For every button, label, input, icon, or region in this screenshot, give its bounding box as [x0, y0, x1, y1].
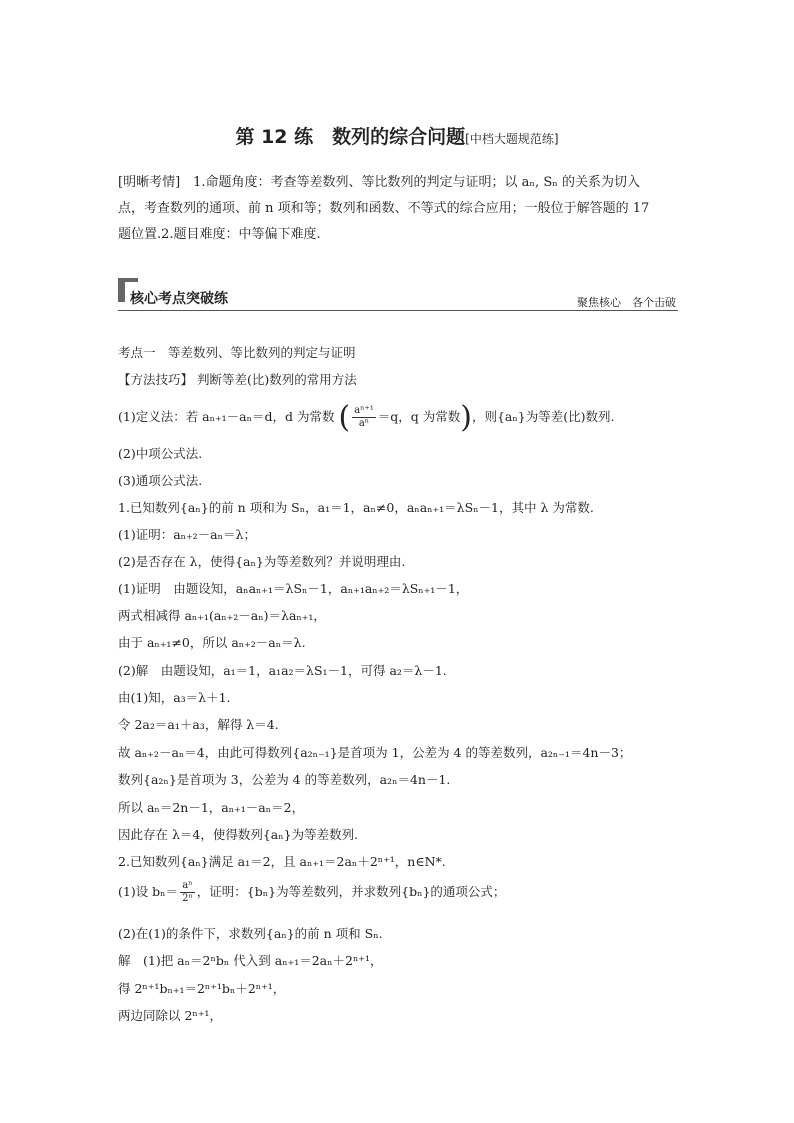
problem-2-part-2: (2)在(1)的条件下，求数列{aₙ}的前 n 项和 Sₙ. [118, 926, 383, 941]
ratio-numerator: aⁿ⁺¹ [354, 405, 374, 416]
solution-1-line-10: 因此存在 λ＝4，使得数列{aₙ}为等差数列. [118, 827, 359, 842]
section-tagline: 聚焦核心 各个击破 [577, 296, 676, 309]
problem-2-statement: 2.已知数列{aₙ}满足 a₁＝2，且 aₙ₊₁＝2aₙ＋2ⁿ⁺¹，n∈N*. [118, 854, 446, 869]
intro-line-2: 点，考查数列的通项、前 n 项和等；数列和函数、不等式的综合应用；一般位于解答题的 17 [118, 201, 650, 216]
section-corner-mark-top [118, 278, 138, 282]
general-term-method: (3)通项公式法. [118, 473, 203, 488]
solution-1-line-4: (2)解 由题设知，a₁＝1，a₁a₂＝λS₁－1，可得 a₂＝λ－1. [118, 663, 447, 678]
section-label: 核心考点突破练 [130, 291, 228, 307]
intro-line-1: [明晰考情] 1.命题角度：考查等差数列、等比数列的判定与证明；以 aₙ, Sₙ 的关系为切入 [118, 175, 640, 190]
page-title [0, 122, 794, 149]
b-numerator: aⁿ [180, 880, 195, 893]
title-main: 第 12 练 数列的综合问题 [235, 126, 466, 148]
solution-2-line-3: 两边同除以 2ⁿ⁺¹， [118, 1008, 222, 1023]
definition-method-line [118, 400, 688, 435]
definition-text-c: ，则{aₙ}为等差(比)数列. [471, 409, 615, 424]
problem-1-part-2: (2)是否存在 λ，使得{aₙ}为等差数列？并说明理由. [118, 554, 406, 569]
middle-term-method: (2)中项公式法. [118, 446, 203, 461]
section-header [118, 278, 678, 312]
solution-1-line-7: 故 aₙ₊₂－aₙ＝4，由此可得数列{a₂ₙ₋₁}是首项为 1，公差为 4 的等差数列，a₂ₙ₋₁＝4n－3； [118, 745, 632, 760]
definition-text-b: ＝q，q 为常数 [377, 409, 461, 424]
method-tip: 【方法技巧】 判断等差(比)数列的常用方法 [118, 372, 357, 387]
solution-2-line-1: 解 (1)把 aₙ＝2ⁿbₙ 代入到 aₙ₊₁＝2aₙ＋2ⁿ⁺¹， [118, 953, 383, 968]
solution-1-line-3: 由于 aₙ₊₁≠0，所以 aₙ₊₂－aₙ＝λ. [118, 635, 306, 650]
solution-1-line-8: 数列{a₂ₙ}是首项为 3，公差为 4 的等差数列，a₂ₙ＝4n－1. [118, 772, 451, 787]
ratio-denominator: aⁿ [358, 418, 370, 429]
solution-1-line-9: 所以 aₙ＝2n－1，aₙ₊₁－aₙ＝2， [118, 800, 305, 815]
b-denominator: 2ⁿ [182, 893, 193, 904]
problem-1-statement: 1.已知数列{aₙ}的前 n 项和为 Sₙ，a₁＝1，aₙ≠0，aₙaₙ₊₁＝λSₙ－1，其中 λ 为常数. [118, 500, 594, 515]
section-rule [118, 310, 678, 311]
part-1-text-a: (1)设 bₙ＝ [118, 884, 179, 899]
solution-2-line-2: 得 2ⁿ⁺¹bₙ₊₁＝2ⁿ⁺¹bₙ＋2ⁿ⁺¹， [118, 981, 286, 996]
problem-1-part-1: (1)证明：aₙ₊₂－aₙ＝λ； [118, 527, 256, 542]
definition-text-a: (1)定义法：若 aₙ₊₁－aₙ＝d，d 为常数 [118, 409, 335, 424]
ratio-fraction [352, 405, 376, 430]
title-subtitle: [中档大题规范练] [465, 132, 559, 146]
intro-line-3: 题位置.2.题目难度：中等偏下难度. [118, 227, 321, 242]
right-paren: ) [460, 400, 472, 435]
solution-1-line-6: 令 2a₂＝a₁＋a₃，解得 λ＝4. [118, 717, 279, 732]
solution-1-line-1: (1)证明 由题设知，aₙaₙ₊₁＝λSₙ－1，aₙ₊₁aₙ₊₂＝λSₙ₊₁－1， [118, 581, 469, 596]
left-paren: ( [338, 400, 351, 435]
problem-2-part-1 [118, 880, 688, 905]
solution-1-line-5: 由(1)知，a₃＝λ＋1. [118, 690, 231, 705]
b-fraction [180, 880, 195, 905]
part-1-text-b: ，证明：{bₙ}为等差数列，并求数列{bₙ}的通项公式； [196, 884, 506, 899]
topic-heading: 考点一 等差数列、等比数列的判定与证明 [118, 345, 356, 360]
solution-1-line-2: 两式相减得 aₙ₊₁(aₙ₊₂－aₙ)＝λaₙ₊₁， [118, 608, 326, 623]
